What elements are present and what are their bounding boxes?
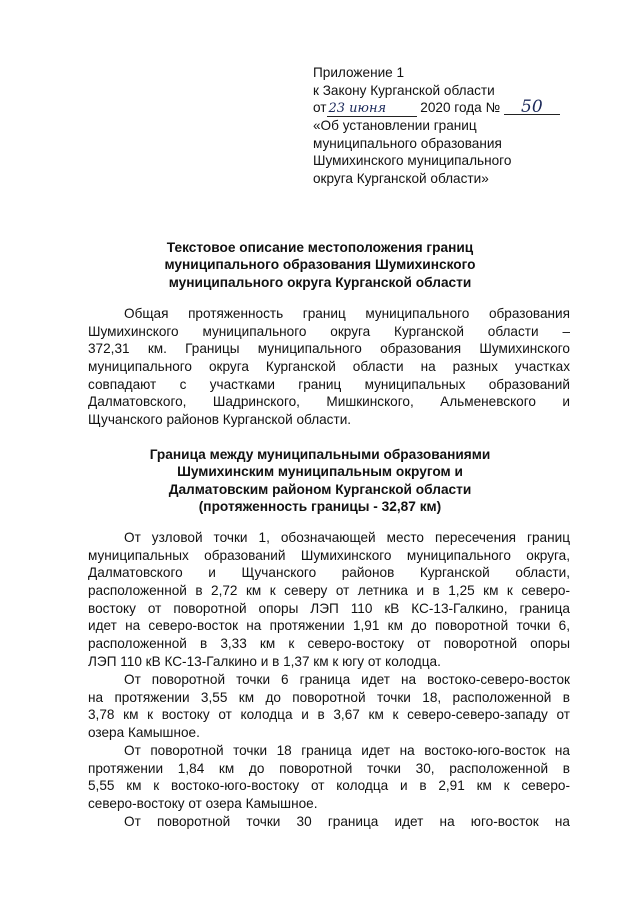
date-prefix: от xyxy=(313,100,327,116)
appendix-header xyxy=(313,64,573,188)
law-title-line-1: «Об установлении границ xyxy=(313,118,477,134)
law-title-line-3: Шумихинского муниципального xyxy=(313,153,512,169)
handwritten-date: 23 июня xyxy=(327,102,417,117)
section-heading xyxy=(80,446,560,515)
paragraph-line: на протяжении 3,55 км до поворотной точки 18, расположенной в xyxy=(88,689,570,705)
paragraph-line: Общая протяженность границ муниципального образования xyxy=(124,306,570,321)
section-heading-line-1: Граница между муниципальными образованиями xyxy=(149,447,491,462)
paragraph-point-1 xyxy=(88,529,570,671)
paragraph-line: Далматовского и Щучанского районов Курганской области, xyxy=(88,565,570,581)
paragraph-line: 5,55 км к востоко-юго-востоку от колодца и в 2,91 км к северо- xyxy=(88,778,570,794)
paragraph-line: Шумихинского муниципального округа Курганской области – xyxy=(88,323,570,339)
paragraph-line: расположенной в 2,72 км к северу от летника и в 1,25 км к северо- xyxy=(88,583,570,599)
section-heading-line-3: Далматовским районом Курганской области xyxy=(168,481,472,497)
paragraph-line: Далматовского, Шадринского, Мишкинского, Альменевского и xyxy=(88,394,570,410)
paragraph-line: От поворотной точки 30 граница идет на юго-восток на xyxy=(124,814,570,829)
paragraph-point-30 xyxy=(88,813,570,831)
paragraph-line: северо-востоку от озера Камышное. xyxy=(88,796,318,812)
paragraph-line: протяжении 1,84 км до поворотной точки 30, расположенной в xyxy=(88,760,570,776)
law-title-line-4: округа Курганской области» xyxy=(313,170,489,186)
title-line-2: муниципального образования Шумихинского xyxy=(164,257,476,273)
date-year: 2020 года № xyxy=(420,100,501,116)
paragraph-line: От поворотной точки 18 граница идет на востоко-юго-восток на xyxy=(124,743,570,758)
paragraph-line: совпадают с участками границ муниципальных образований xyxy=(88,376,570,392)
law-title-line-2: муниципального образования xyxy=(313,135,502,151)
title-line-3: муниципального округа Курганской области xyxy=(168,274,472,290)
title-line-1: Текстовое описание местоположения границ xyxy=(166,240,474,255)
paragraph-line: От узловой точки 1, обозначающей место пересечения границ xyxy=(124,530,570,545)
document-title xyxy=(80,239,560,291)
paragraph-line: идет на северо-восток на протяжении 1,91 км до поворотной точки 6, xyxy=(88,618,570,634)
paragraph-line: муниципальных образований Шумихинского муниципального округа, xyxy=(88,547,570,563)
paragraph-point-18 xyxy=(88,742,570,813)
paragraph-line: Щучанского районов Курганской области. xyxy=(88,412,352,428)
paragraph-line: 3,78 км к востоку от колодца и в 3,67 км к северо-северо-западу от xyxy=(88,707,570,723)
section-heading-line-2: Шумихинским муниципальным округом и xyxy=(177,464,463,480)
paragraph-line: востоку от поворотной опоры ЛЭП 110 кВ КС-13-Галкино, граница xyxy=(88,600,570,616)
section-heading-line-4: (протяженность границы - 32,87 км) xyxy=(198,498,442,514)
paragraph-point-6 xyxy=(88,671,570,742)
law-date-line xyxy=(313,99,573,117)
appendix-label: Приложение 1 xyxy=(313,65,405,80)
paragraph-total-length xyxy=(88,305,570,429)
paragraph-line: ЛЭП 110 кВ КС-13-Галкино и в 1,37 км к югу от колодца. xyxy=(88,653,441,669)
paragraph-line: озера Камышное. xyxy=(88,725,200,741)
paragraph-line: 372,31 км. Границы муниципального образования Шумихинского xyxy=(88,341,570,357)
paragraph-line: От поворотной точки 6 граница идет на востоко-северо-восток xyxy=(124,672,570,687)
paragraph-line: муниципального округа Курганской области на разных участках xyxy=(88,359,570,375)
paragraph-line: расположенной в 3,33 км к северо-востоку от поворотной опоры xyxy=(88,636,570,652)
handwritten-law-number: 50 xyxy=(504,100,560,115)
law-reference: к Закону Курганской области xyxy=(313,82,495,98)
